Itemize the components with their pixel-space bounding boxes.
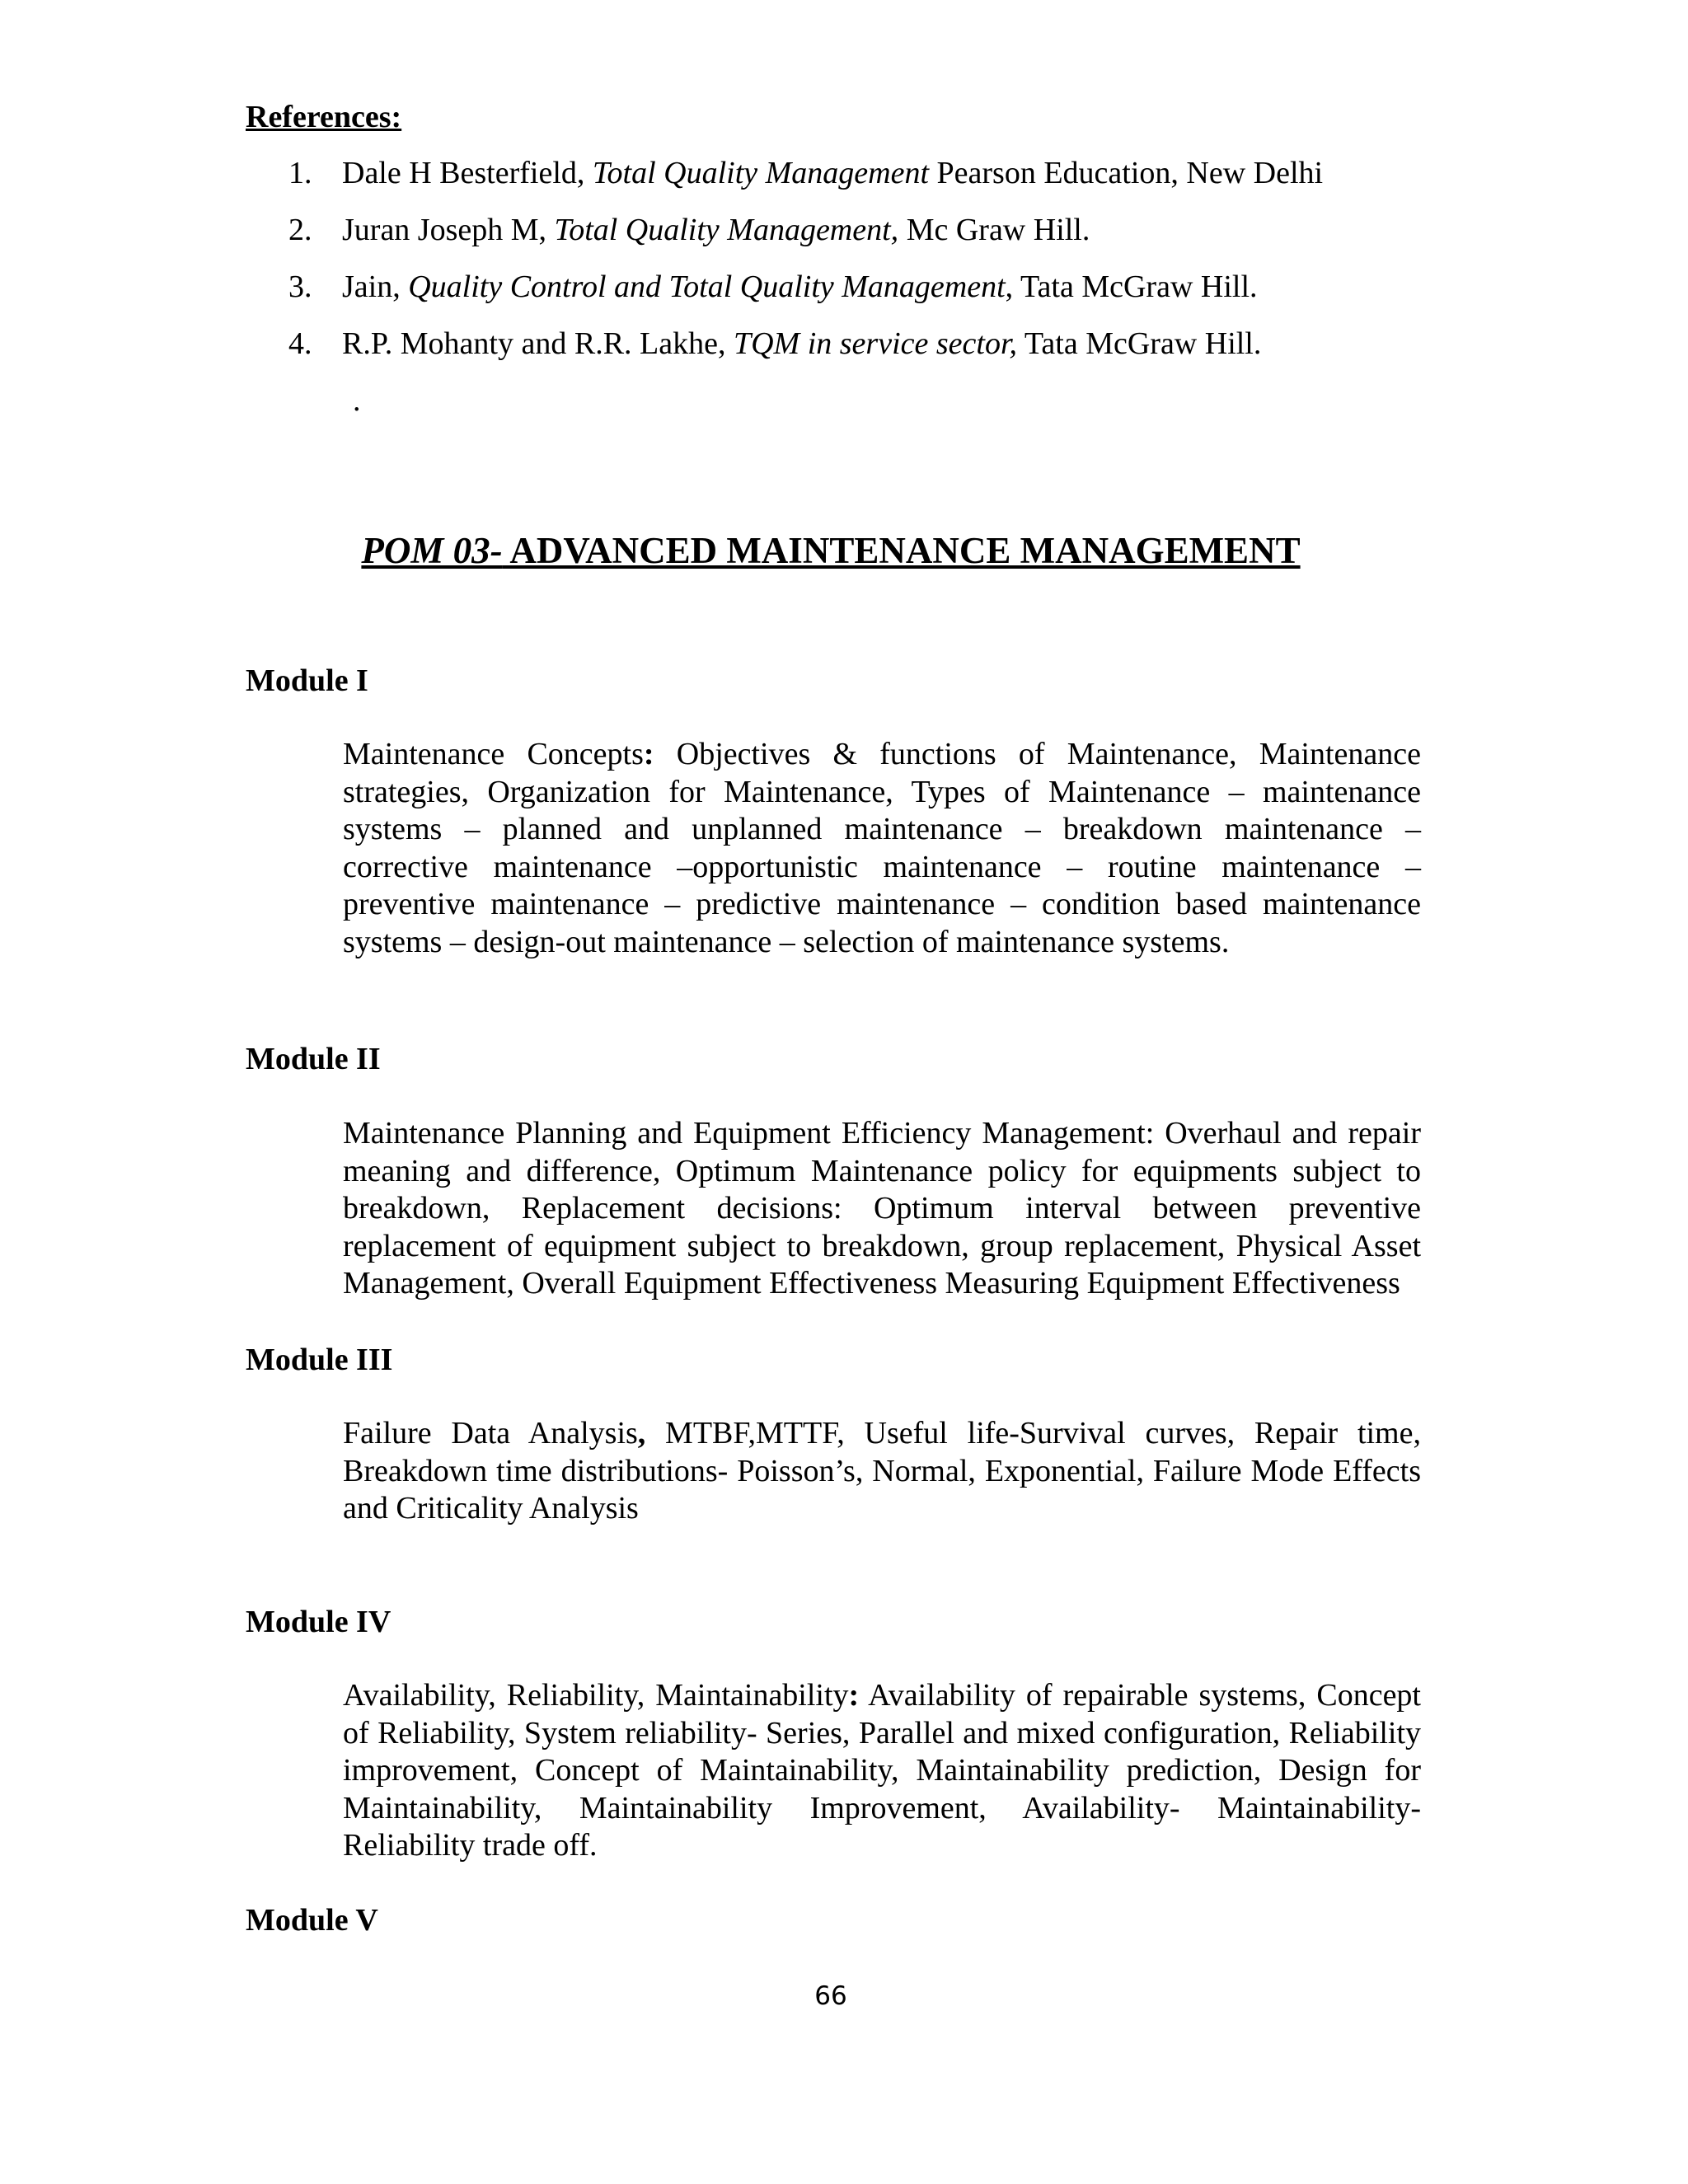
reference-title: Total Quality Management: [592, 156, 930, 190]
reference-publisher: Pearson Education, New Delhi: [929, 156, 1324, 190]
references-heading: References:: [246, 100, 402, 134]
reference-title: TQM in service sector,: [733, 326, 1018, 361]
reference-author: Juran Joseph M,: [342, 213, 555, 247]
module-topic-text: MTBF,MTTF, Useful life-Survival curves, Repair time, Breakdown time distributions- Poisson’s, Normal, Exponential, Failure Mode Effects and Criticality Analysis: [343, 1416, 1421, 1526]
module-heading: Module V: [246, 1903, 378, 1938]
reference-item: [288, 267, 1323, 324]
reference-item: [288, 153, 1323, 210]
reference-number: 4.: [288, 326, 312, 361]
module-topic-text: Maintenance Planning and Equipment Efficiency Management: Overhaul and repair meaning and difference, Optimum Maintenance policy for equipments subject to breakdown, Replacement decisions: Optimum interval between preventive replacement of equipment subject to breakdown, group replacement, Physical Asset Management, Overall Equipment Effectiveness Measuring Equipment Effectiveness: [343, 1116, 1421, 1301]
module-topic-lead: Maintenance Concepts: [343, 737, 644, 771]
reference-title: Total Quality Management,: [554, 213, 899, 247]
reference-publisher: , Tata McGraw Hill.: [1005, 269, 1258, 304]
course-name: ADVANCED MAINTENANCE MANAGEMENT: [502, 530, 1301, 571]
reference-publisher: Tata McGraw Hill.: [1017, 326, 1262, 361]
reference-author: Jain,: [342, 269, 409, 304]
trailing-dot: .: [353, 383, 361, 418]
module-topic-separator: :: [848, 1678, 860, 1713]
module-topic-separator: ,: [637, 1416, 646, 1451]
reference-author: Dale H Besterfield,: [342, 156, 593, 190]
reference-number: 3.: [288, 269, 312, 304]
references-list: [288, 153, 1323, 381]
page-number: 66: [814, 1981, 847, 2011]
reference-author: R.P. Mohanty and R.R. Lakhe,: [342, 326, 734, 361]
course-title: [0, 527, 1662, 574]
module-topic-text: Objectives & functions of Maintenance, Maintenance strategies, Organization for Maintenance, Types of Maintenance – maintenance systems – planned and unplanned maintenance – breakdown maintenance – corrective maintenance –opportunistic maintenance – routine maintenance – preventive maintenance – predictive maintenance – condition based maintenance systems – design-out maintenance – selection of maintenance systems.: [343, 737, 1421, 959]
reference-title: Quality Control and Total Quality Management: [408, 269, 1006, 304]
module-heading: Module II: [246, 1042, 381, 1076]
module-topic-text: Availability of repairable systems, Concept of Reliability, System reliability- Series, Parallel and mixed configuration, Reliability improvement, Concept of Maintainability, Maintainability prediction, Design for Maintainability, Maintainability Improvement, Availability- Maintainability-Reliability trade off.: [343, 1678, 1421, 1863]
module-heading: Module I: [246, 663, 368, 698]
module-description: [343, 1677, 1421, 1865]
course-code: POM 03-: [361, 530, 503, 571]
reference-number: 2.: [288, 213, 312, 247]
module-topic-lead: Failure Data Analysis: [343, 1416, 638, 1451]
reference-item: [288, 324, 1323, 381]
reference-item: [288, 210, 1323, 267]
module-topic-lead: Availability, Reliability, Maintainability: [343, 1678, 849, 1713]
reference-number: 1.: [288, 156, 312, 190]
module-description: [343, 1115, 1421, 1303]
module-topic-separator: :: [643, 737, 654, 771]
reference-publisher: Mc Graw Hill.: [898, 213, 1090, 247]
module-description: [343, 1415, 1421, 1528]
module-description: [343, 736, 1421, 962]
module-heading: Module III: [246, 1343, 393, 1377]
module-heading: Module IV: [246, 1605, 392, 1639]
